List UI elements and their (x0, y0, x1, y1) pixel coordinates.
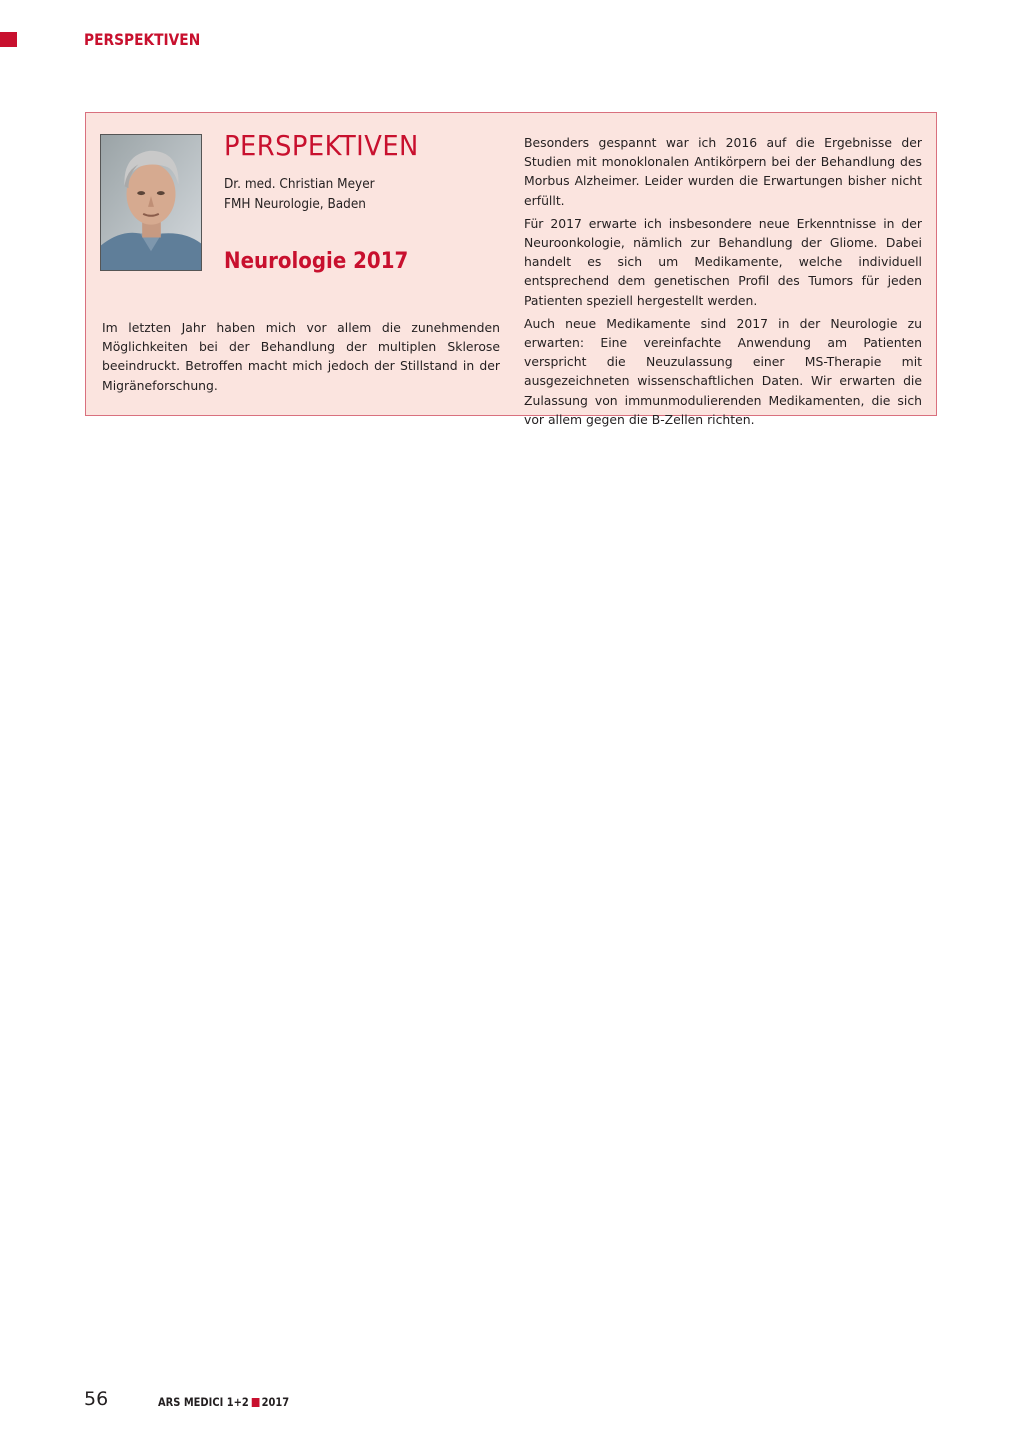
article-subtitle: Neurologie 2017 (224, 249, 409, 274)
right-column (524, 133, 922, 429)
paragraph: Für 2017 erwarte ich insbesondere neue Erkenntnisse in der Neuroonkologie, nämlich zur Behandlung der Gliome. Dabei handelt es sich um Medikamente, welche individuell entsprechend dem genetischen Profil des Tumors für jeden Patienten speziell hergestellt werden. (524, 215, 922, 308)
perspective-box (85, 112, 937, 427)
left-column (102, 318, 500, 395)
author-info (224, 175, 375, 215)
author-name: Dr. med. Christian Meyer (224, 177, 375, 192)
paragraph: Im letzten Jahr haben mich vor allem die zunehmenden Möglichkeiten bei der Behandlung der multiplen Sklerose beeindruckt. Betroffen macht mich jedoch der Stillstand in der Migräneforschung. (102, 320, 500, 393)
footer-journal (158, 1395, 289, 1409)
author-role: FMH Neurologie, Baden (224, 197, 366, 212)
author-photo (100, 134, 202, 271)
paragraph: Besonders gespannt war ich 2016 auf die Ergebnisse der Studien mit monoklonalen Antikörpern bei der Behandlung des Morbus Alzheimer. Leider wurden die Erwartungen bisher nicht erfüllt. (524, 135, 922, 208)
paragraph: Auch neue Medikamente sind 2017 in der Neurologie zu erwarten: Eine vereinfachte Anwendung am Patienten verspricht die Neuzulassung einer MS-Therapie mit ausgezeichneten wissenschaftlichen Daten. Wir erwarten die Zulassung von immunmodulierenden Medikamenten, die sich vor allem gegen die B-Zellen richten. (524, 315, 922, 427)
footer-accent-square (251, 1398, 259, 1407)
header-accent-square (0, 32, 17, 47)
author-portrait-icon (101, 135, 201, 270)
journal-name: ARS MEDICI 1+2 (158, 1395, 249, 1409)
box-title: PERSPEKTIVEN (224, 129, 419, 162)
header-section-title: PERSPEKTIVEN (84, 30, 201, 49)
journal-year: 2017 (261, 1395, 290, 1409)
page-number: 56 (84, 1388, 109, 1410)
